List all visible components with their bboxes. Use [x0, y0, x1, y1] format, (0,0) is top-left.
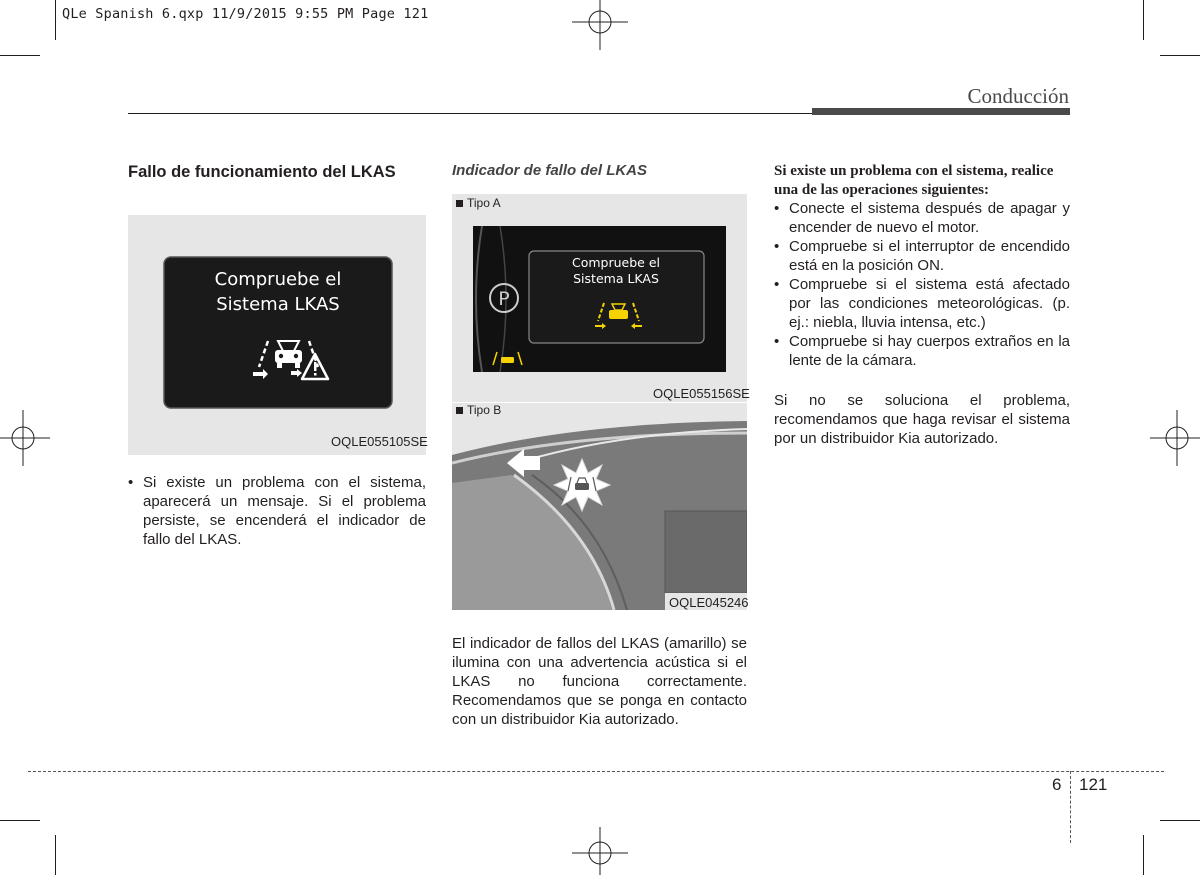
section-heading: Fallo de funcionamiento del LKAS: [128, 163, 396, 181]
list-item: • Si existe un problema con el sistema, aparecerá un mensaje. Si el problema persiste, se encenderá el indicador de fallo del LKAS.: [128, 473, 426, 549]
print-slug: QLe Spanish 6.qxp 11/9/2015 9:55 PM Page 121: [62, 6, 429, 22]
procedure-intro: Si existe un problema con el sistema, realice una de las operaciones siguientes:: [774, 163, 1054, 198]
cluster-type-a-illustration: [452, 194, 747, 402]
cluster-type-b-illustration: [452, 403, 747, 610]
crop-mark: [55, 0, 56, 40]
list-item: • Compruebe si el interruptor de encendido está en la posición ON.: [774, 237, 1070, 275]
list-item: • Compruebe si el sistema está afectado por las condiciones meteorológicas. (p. ej.: niebla, lluvia intensa, etc.): [774, 275, 1070, 332]
registration-mark-right: [1150, 408, 1200, 468]
figure-code: OQLE055156SE: [653, 386, 750, 401]
figure-type-a: [452, 194, 747, 402]
type-b-label: Tipo B: [456, 403, 501, 417]
registration-mark-bottom: [568, 827, 632, 875]
footer-divider: [1070, 771, 1071, 843]
lkas-display-illustration: [128, 215, 426, 455]
chapter-number: 6: [1052, 775, 1062, 794]
page-number: 121: [1079, 775, 1108, 794]
figure-code: OQLE055105SE: [331, 434, 428, 449]
registration-mark-top: [568, 0, 632, 50]
procedure-list: [774, 199, 1070, 370]
footer-rule: [28, 771, 1164, 772]
crop-mark: [1143, 0, 1144, 40]
crop-mark: [1160, 55, 1200, 56]
figure-code: OQLE045246: [669, 595, 749, 610]
display-line-1: Compruebe el: [214, 269, 342, 290]
display-a-line-2: Sistema LKAS: [573, 271, 659, 286]
section-title: Conducción: [967, 84, 1069, 108]
crop-mark: [1160, 820, 1200, 821]
crop-mark: [0, 820, 40, 821]
warning-burst-icon: [554, 459, 610, 511]
header-bar: [812, 108, 1070, 115]
list-item: • Compruebe si hay cuerpos extraños en la lente de la cámara.: [774, 332, 1070, 370]
closing-paragraph: Si no se soluciona el problema, recomendamos que haga revisar el sistema por un distribuidor Kia autorizado.: [774, 392, 1070, 447]
gear-indicator: P: [498, 288, 510, 310]
type-a-label: Tipo A: [456, 196, 501, 210]
display-a-line-1: Compruebe el: [571, 255, 661, 270]
list-item: • Conecte el sistema después de apagar y encender de nuevo el motor.: [774, 199, 1070, 237]
crop-mark: [0, 55, 40, 56]
figure-lkas-message: [128, 215, 426, 455]
crop-mark: [1143, 835, 1144, 875]
indicator-paragraph: El indicador de fallos del LKAS (amarillo) se ilumina con una advertencia acústica si el LKAS no funciona correctamente. Recomendamos que se ponga en contacto con un distribuidor Kia autorizado.: [452, 635, 747, 728]
indicator-heading: Indicador de fallo del LKAS: [452, 162, 648, 179]
header-rule: [128, 113, 812, 114]
registration-mark-left: [0, 408, 50, 468]
display-line-2: Sistema LKAS: [216, 294, 340, 315]
crop-mark: [55, 835, 56, 875]
left-bullet-list: [128, 473, 426, 549]
figure-type-b: [452, 403, 747, 610]
